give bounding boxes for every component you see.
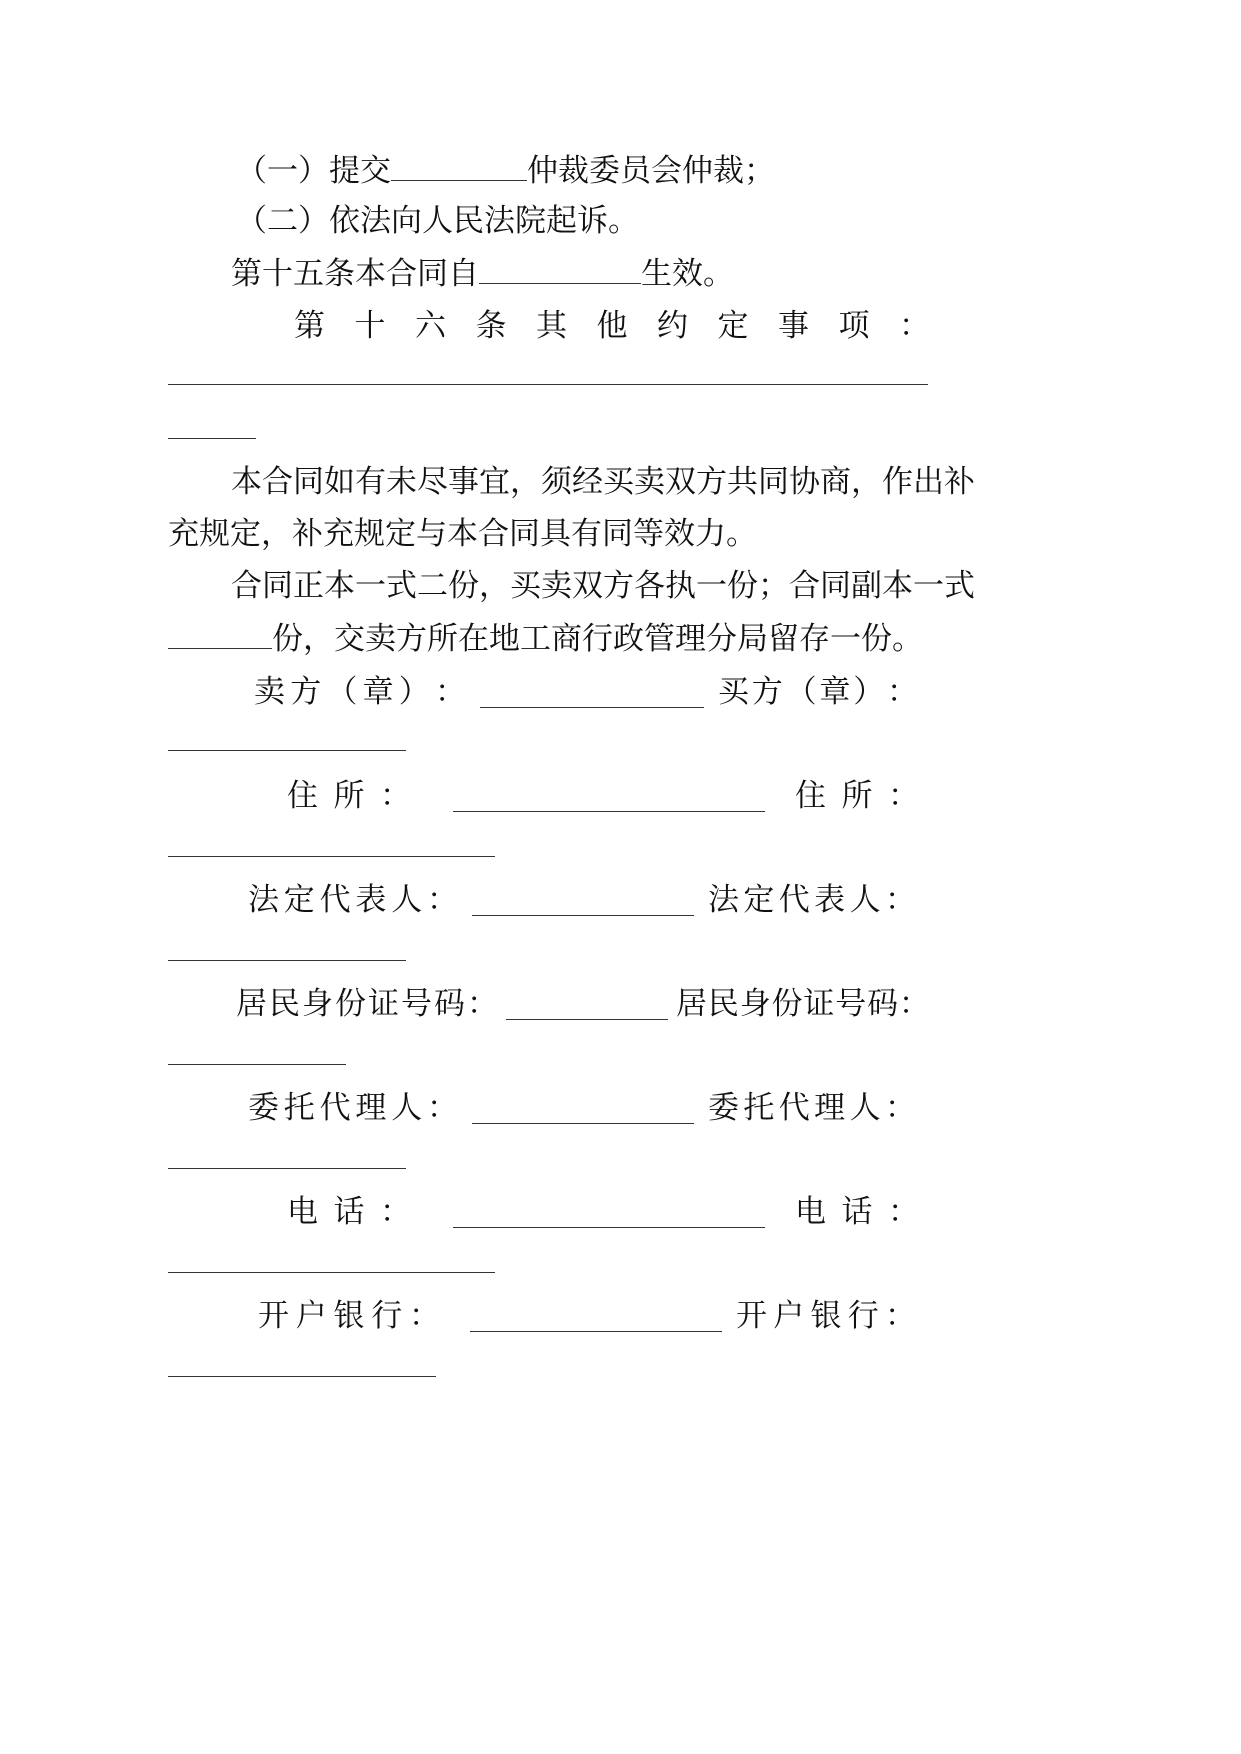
buyer-seal-blank[interactable] (168, 750, 406, 751)
arbitration-commission-blank[interactable] (391, 150, 527, 181)
seller-agent-blank[interactable] (472, 1093, 694, 1124)
label-char: 住 (287, 778, 318, 814)
label-char: ： (888, 778, 919, 814)
article-15 (231, 253, 734, 294)
label-char: （ (326, 674, 358, 710)
clause-item-1 (236, 150, 775, 191)
label-char: ： (884, 1090, 916, 1126)
label-char: 买 (718, 674, 749, 710)
label-char: 托 (283, 1090, 315, 1126)
label-char: 代 (319, 882, 351, 918)
article-16-char: ： (899, 308, 930, 344)
label-char: 话 (333, 1194, 365, 1230)
label-char: 代 (778, 882, 810, 918)
label-char: 人 (849, 882, 881, 918)
label-char: 居 (676, 986, 707, 1022)
label-char: ： (898, 986, 930, 1022)
label-char: 理 (355, 1090, 387, 1126)
label-char: ： (885, 1298, 916, 1334)
article-16-char: 约 (657, 308, 688, 344)
buyer-id-number-blank[interactable] (168, 1064, 346, 1065)
copies-clause-line-2-text: 份，交卖方所在地工商行政管理分局留存一份。 (272, 621, 923, 657)
buyer-phone-blank[interactable] (168, 1272, 495, 1273)
label-char: 法 (708, 882, 739, 918)
seller-bank-label (258, 1296, 440, 1336)
label-char: 卖 (254, 674, 285, 710)
buyer-legal-rep-blank[interactable] (168, 960, 406, 961)
label-char: 托 (743, 1090, 775, 1126)
label-char: 身 (739, 986, 771, 1022)
copies-clause-line-1: 合同正本一式二份，买卖双方各执一份；合同副本一式 (231, 568, 975, 604)
seller-agent-label (248, 1088, 458, 1128)
label-char: ） (853, 674, 885, 710)
article-16-char: 六 (415, 308, 446, 344)
other-terms-blank-line-2[interactable] (168, 438, 256, 439)
label-char: 定 (283, 882, 315, 918)
buyer-address-blank[interactable] (168, 856, 495, 857)
label-char: ： (426, 882, 458, 918)
label-char: ： (888, 1194, 919, 1230)
label-char: 所 (333, 778, 365, 814)
label-char: ： (380, 1194, 411, 1230)
buyer-seal-label (718, 672, 918, 712)
label-char: 码 (434, 986, 465, 1022)
label-char: 民 (269, 986, 300, 1022)
label-char: 代 (319, 1090, 351, 1126)
seller-bank-blank[interactable] (470, 1301, 722, 1332)
buyer-agent-label (708, 1088, 916, 1128)
label-char: 人 (391, 1090, 423, 1126)
signature-row-agent (248, 1088, 930, 1128)
seller-address-label (287, 776, 411, 816)
label-char: 证 (803, 986, 835, 1022)
label-char: 行 (847, 1298, 879, 1334)
label-char: 证 (368, 986, 399, 1022)
article-16-char: 他 (596, 308, 628, 344)
label-char: 表 (814, 882, 846, 918)
seller-seal-blank[interactable] (480, 677, 704, 708)
seller-id-number-blank[interactable] (506, 989, 668, 1020)
label-char: ： (467, 986, 498, 1022)
label-char: 人 (391, 882, 423, 918)
label-char: 开 (736, 1298, 767, 1334)
label-char: 民 (707, 986, 739, 1022)
seller-seal-label (254, 672, 466, 712)
label-char: ） (398, 674, 430, 710)
article-16-char: 定 (717, 308, 749, 344)
label-char: 定 (743, 882, 775, 918)
signature-row-id-number (236, 984, 930, 1024)
clause-item-1-suffix: 仲裁委员会仲裁； (527, 153, 775, 189)
supplement-clause-line-1: 本合同如有未尽事宜，须经买卖双方共同协商，作出补 (231, 464, 975, 500)
seller-address-blank[interactable] (453, 781, 765, 812)
label-char: ： (434, 674, 466, 710)
label-char: 方 (290, 674, 322, 710)
article-16-heading (294, 306, 930, 346)
label-char: 委 (708, 1090, 739, 1126)
label-char: 电 (795, 1194, 826, 1230)
seller-legal-rep-blank[interactable] (472, 885, 694, 916)
buyer-phone-label (795, 1192, 919, 1232)
label-char: 开 (258, 1298, 289, 1334)
label-char: ： (884, 882, 916, 918)
buyer-agent-blank[interactable] (168, 1168, 406, 1169)
label-char: ： (886, 674, 918, 710)
label-char: 号 (835, 986, 867, 1022)
label-char: 章 (362, 674, 394, 710)
label-char: 方 (751, 674, 783, 710)
label-char: 代 (778, 1090, 810, 1126)
clause-item-2: （二）依法向人民法院起诉。 (236, 203, 639, 239)
buyer-bank-label (736, 1296, 916, 1336)
article-16-char: 第 (294, 308, 325, 344)
label-char: 居 (236, 986, 267, 1022)
article-15-suffix: 生效。 (641, 256, 734, 292)
label-char: 话 (841, 1194, 873, 1230)
article-16-char: 条 (475, 308, 507, 344)
label-char: 法 (248, 882, 279, 918)
label-char: 银 (333, 1298, 365, 1334)
label-char: 银 (810, 1298, 842, 1334)
label-char: 份 (771, 986, 803, 1022)
label-char: 行 (371, 1298, 403, 1334)
label-char: （ (785, 674, 817, 710)
label-char: 章 (819, 674, 851, 710)
signature-row-phone (287, 1192, 930, 1232)
article-16-char: 其 (536, 308, 567, 344)
label-char: 户 (295, 1298, 327, 1334)
signature-row-legal-rep (248, 880, 930, 920)
label-char: 所 (841, 778, 873, 814)
article-16-char: 十 (354, 308, 386, 344)
other-terms-blank-line-1[interactable] (168, 384, 928, 385)
buyer-legal-rep-label (708, 880, 916, 920)
label-char: 委 (248, 1090, 279, 1126)
effective-date-blank[interactable] (479, 253, 641, 284)
seller-phone-blank[interactable] (453, 1197, 765, 1228)
seller-id-number-label (236, 984, 498, 1024)
seller-legal-rep-label (248, 880, 458, 920)
buyer-id-number-label (676, 984, 930, 1024)
seller-phone-label (287, 1192, 411, 1232)
signature-row-seal (254, 672, 930, 712)
buyer-address-label (795, 776, 919, 816)
label-char: 份 (335, 986, 366, 1022)
label-char: 理 (814, 1090, 846, 1126)
clause-item-1-prefix: （一）提交 (236, 153, 391, 189)
article-16-char: 项 (838, 308, 870, 344)
label-char: ： (426, 1090, 458, 1126)
signature-row-address (287, 776, 930, 816)
label-char: 电 (287, 1194, 318, 1230)
label-char: 身 (302, 986, 333, 1022)
label-char: 人 (849, 1090, 881, 1126)
label-char: 表 (355, 882, 387, 918)
article-16-char: 事 (778, 308, 809, 344)
label-char: 码 (867, 986, 899, 1022)
label-char: 住 (795, 778, 826, 814)
label-char: 号 (401, 986, 432, 1022)
article-15-prefix: 第十五条本合同自 (231, 256, 479, 292)
supplement-clause-line-2: 充规定，补充规定与本合同具有同等效力。 (168, 516, 757, 552)
duplicate-count-blank[interactable] (168, 618, 272, 649)
label-char: ： (409, 1298, 440, 1334)
buyer-bank-blank[interactable] (168, 1376, 436, 1377)
signature-row-bank (258, 1296, 930, 1336)
label-char: ： (380, 778, 411, 814)
copies-clause-line-2 (168, 618, 923, 659)
label-char: 户 (773, 1298, 805, 1334)
